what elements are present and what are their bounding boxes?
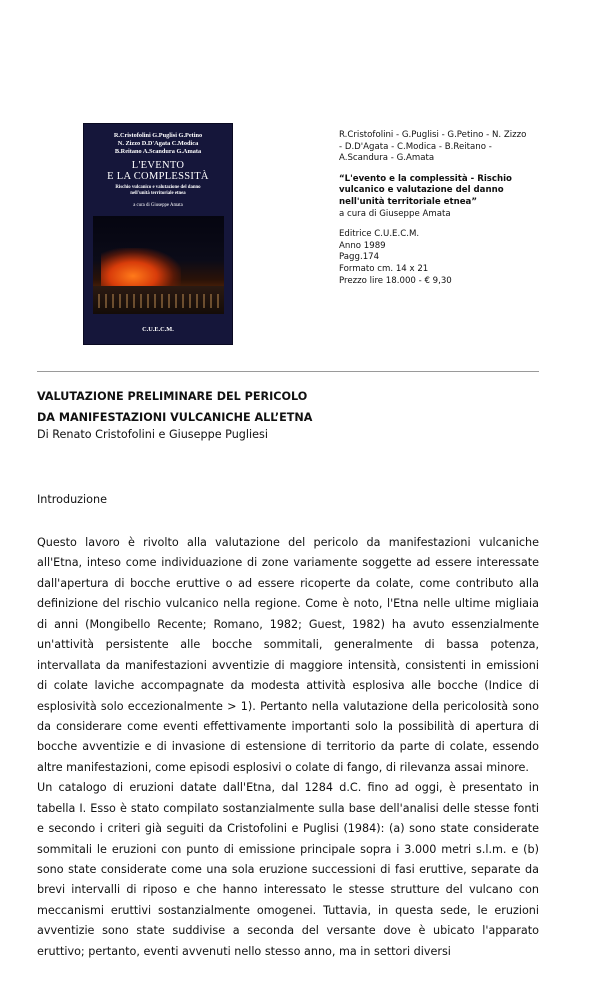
book-price: Prezzo lire 18.000 - € 9,30 [339, 275, 452, 286]
cover-authors [84, 132, 232, 156]
article-heading-line: DA MANIFESTAZIONI VULCANICHE ALL’ETNA [37, 410, 313, 424]
article-byline: Di Renato Cristofolini e Giuseppe Pugliesi [37, 428, 268, 441]
cover-title-line: E LA COMPLESSITÀ [107, 171, 209, 182]
article-heading [37, 387, 539, 428]
book-title-line: nell'unità territoriale etnea” [339, 196, 477, 207]
cover-publisher: C.U.E.C.M. [142, 326, 174, 333]
cover-subtitle [84, 185, 232, 197]
book-authors-line: A.Scandura - G.Amata [339, 153, 435, 164]
cover-title [84, 160, 232, 182]
article-body [37, 533, 539, 962]
book-cover [83, 123, 233, 345]
lava-glow [101, 248, 181, 288]
book-pages: Pagg.174 [339, 252, 380, 263]
book-publisher: Editrice C.U.E.C.M. [339, 229, 420, 240]
cover-authors-line: R.Cristofolini G.Puglisi G.Petino [113, 132, 203, 139]
book-details [339, 130, 544, 287]
cover-curator: a cura di Giuseppe Amata [133, 203, 183, 208]
book-title-line: vulcanico e valutazione del danno [339, 185, 504, 196]
cover-subtitle-line: nell'unità territoriale etnea [130, 191, 186, 196]
section-title: Introduzione [37, 493, 107, 506]
paragraph: Questo lavoro è rivolto alla valutazione del pericolo da manifestazioni vulcaniche all'Etna, inteso come individuazione di zone variamente soggette ad essere interessate dall'apertura di bocche eruttive o ad essere ricoperte da colate, come contributo alla definizione del rischio vulcanico nella regione. Come è noto, l'Etna nelle ultime migliaia di anni (Mongibello Recente; Romano, 1982; Guest, 1982) ha avuto essenzialmente un'attività persistente alle bocche sommitali, generalmente di bassa potenza, intervallata da manifestazioni avventizie di maggiore intensità, consistenti in emissioni di colate laviche accompagnate da modesta attività esplosiva alle bocche (Indice di esplosività solo eccezionalmente > 1). Pertanto nella valutazione della pericolosità sono da considerare come eventi effettivamente importanti solo la possibilità di apertura di bocche avventizie e di invasione di estensione di territorio da parte di colate, essendo altre manifestazioni, come episodi esplosivi o colate di fango, di rilevanza assai minore. [37, 536, 539, 774]
eruption-photo [93, 216, 224, 314]
paragraph: Un catalogo di eruzioni datate dall'Etna, dal 1284 d.C. fino ad oggi, è presentato in tabella I. Esso è stato compilato sostanzialmente sulla base dell'analisi delle stesse fonti e secondo i criteri già seguiti da Cristofolini e Puglisi (1984): (a) sono state considerate sommitali le eruzioni con punto di emissione principale sopra i 3.000 metri s.l.m. e (b) sono state considerate come una sola eruzione successioni di fasi eruttive, separate da brevi intervalli di riposo e che hanno interessato le stesse strutture del vulcano con meccanismi eruttivi sostanzialmente omogenei. Tuttavia, in questa sede, le eruzioni avventizie sono state suddivise a seconda del versante dove è ubicato l'apparato eruttivo; pertanto, eventi avvenuti nello stesso anno, ma in settori diversi [37, 781, 539, 958]
book-title-line: “L'evento e la complessità - Rischio [339, 173, 512, 184]
cover-authors-line: B.Reitano A.Scandura G.Amata [114, 148, 202, 155]
article-heading-line: VALUTAZIONE PRELIMINARE DEL PERICOLO [37, 390, 308, 403]
cover-title-line: L'EVENTO [131, 160, 185, 171]
section-divider [37, 371, 539, 372]
book-format: Formato cm. 14 x 21 [339, 263, 429, 274]
cover-authors-line: N. Zizzo D.D'Agata C.Modica [117, 140, 199, 147]
town-lights [93, 294, 224, 308]
book-authors-line: R.Cristofolini - G.Puglisi - G.Petino - N. Zizzo [339, 130, 527, 140]
book-curator: a cura di Giuseppe Amata [339, 208, 451, 219]
book-authors-line: - D.D'Agata - C.Modica - B.Reitano - [339, 141, 492, 152]
cover-subtitle-line: Rischio vulcanico e valutazione del danno [115, 185, 201, 190]
book-year: Anno 1989 [339, 240, 386, 251]
